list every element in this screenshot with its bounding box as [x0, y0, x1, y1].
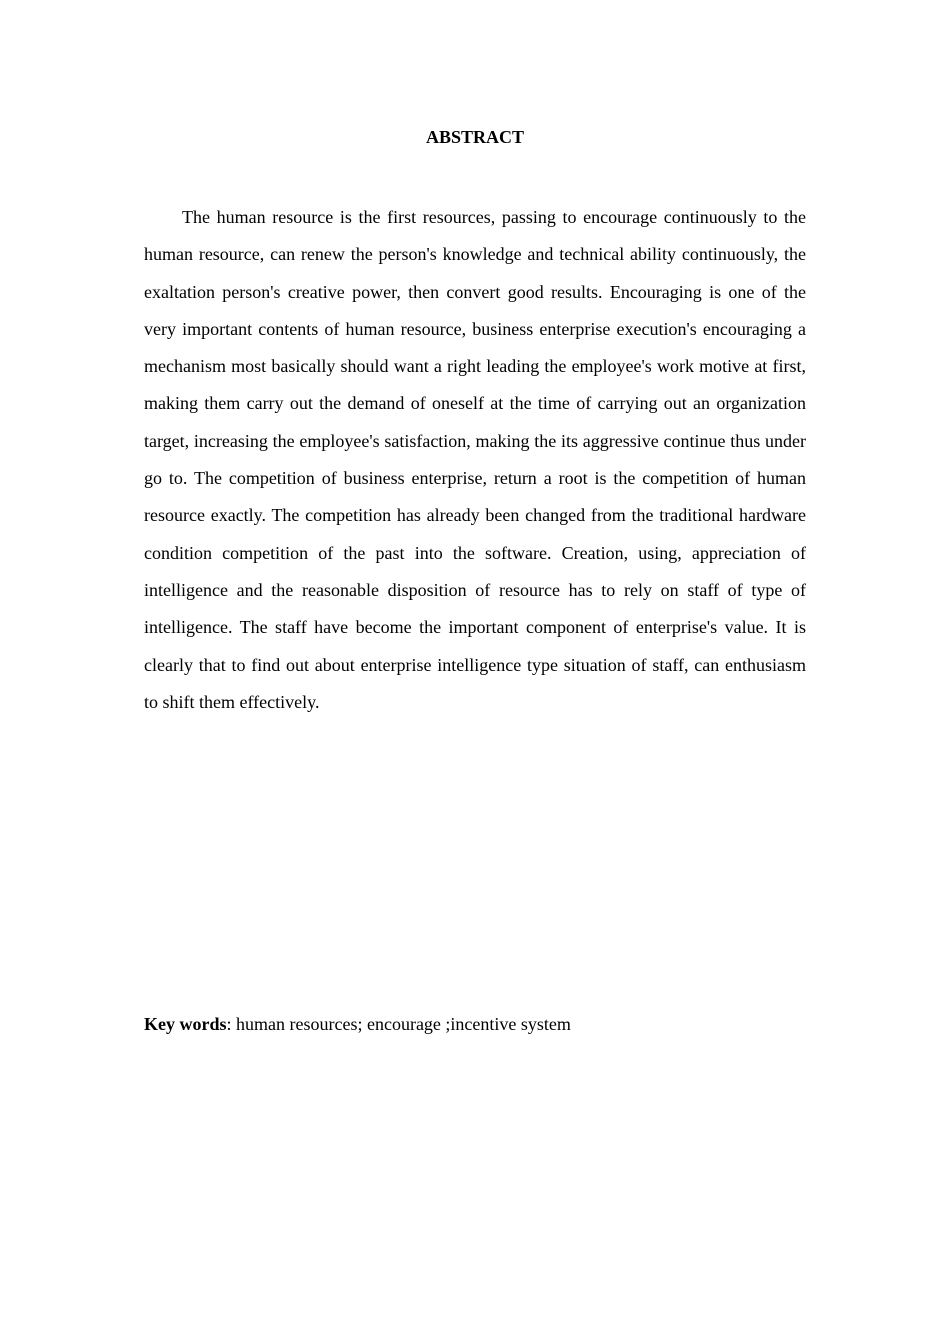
abstract-body: The human resource is the first resources, passing to encourage continuously to the human resource, can renew the person's knowledge and technical ability continuously, the exaltation person's creative power, then convert good results. Encouraging is one of the very important contents of human resource, business enterprise execution's encouraging a mechanism most basically should want a right leading the employee's work motive at first, making them carry out the demand of oneself at the time of carrying out an organization target, increasing the employee's satisfaction, making the its aggressive continue thus under go to. The competition of business enterprise, return a root is the competition of human resource exactly. The competition has already been changed from the traditional hardware condition competition of the past into the software. Creation, using, appreciation of intelligence and the reasonable disposition of resource has to rely on staff of type of intelligence. The staff have become the important component of enterprise's value. It is clearly that to find out about enterprise intelligence type situation of staff, can enthusiasm to shift them effectively.	[144, 207, 806, 712]
keywords-label: Key words	[144, 1014, 227, 1034]
keywords-separator: :	[226, 1014, 237, 1034]
keywords-line	[144, 1006, 806, 1043]
keywords-text: human resources; encourage ;incentive system	[236, 1014, 571, 1034]
abstract-title: ABSTRACT	[425, 127, 525, 147]
